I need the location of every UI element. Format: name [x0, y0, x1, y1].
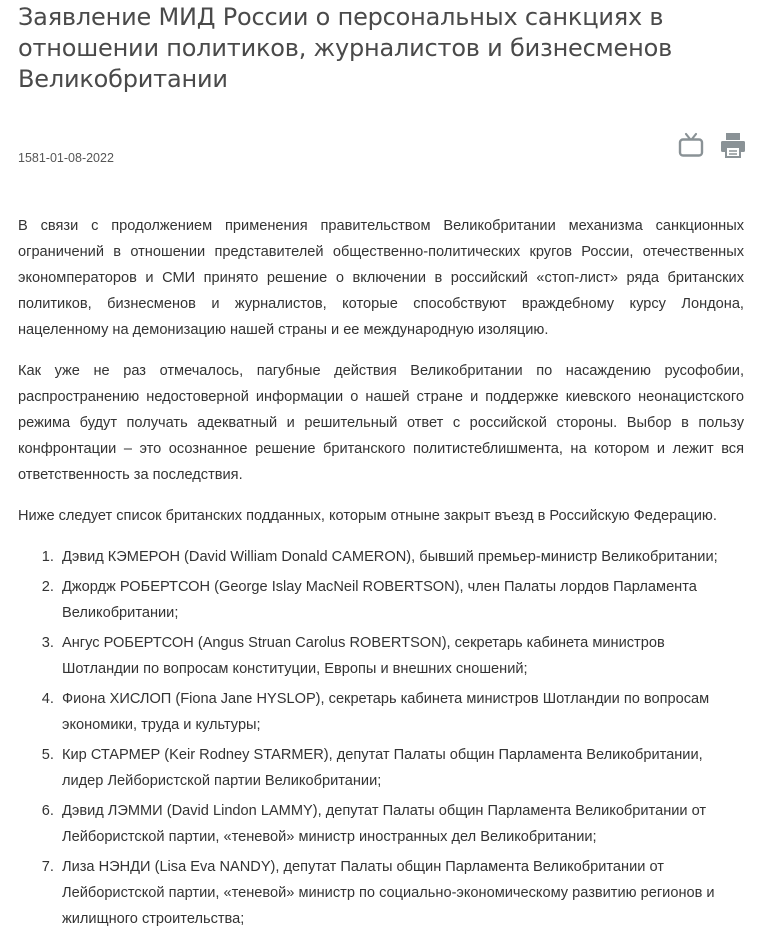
article-body [18, 213, 744, 936]
list-item: 2. Джордж РОБЕРТСОН (George Islay MacNeil ROBERTSON), член Палаты лордов Парламента Великобритании; [58, 574, 744, 626]
list-item: 3. Ангус РОБЕРТСОН (Angus Struan Carolus ROBERTSON), секретарь кабинета министров Шотландии по вопросам конституции, Европы и внешних сношений; [58, 630, 744, 682]
paragraph-list-intro: Ниже следует список британских подданных, которым отныне закрыт въезд в Российскую Федерацию. [18, 508, 717, 524]
list-item: 5. Кир СТАРМЕР (Keir Rodney STARMER), депутат Палаты общин Парламента Великобритании, лидер Лейбористской партии Великобритании; [58, 742, 744, 794]
list-item: 1. Дэвид КЭМЕРОН (David William Donald CAMERON), бывший премьер-министр Великобритании; [58, 544, 744, 570]
paragraph-context: В связи с продолжением применения правительством Великобритании механизма санкционных ограничений в отношении представителей общественно-политических кругов России, отечественных экономператоров и СМИ принято решение о включении в российский «стоп-лист» ряда британских политиков, бизнесменов и журналистов, которые способствуют враждебному курсу Лондона, нацеленному на демонизацию нашей страны и ее международную изоляцию. [18, 218, 744, 338]
list-item: 6. Дэвид ЛЭММИ (David Lindon LAMMY), депутат Палаты общин Парламента Великобритании от Лейбористской партии, «теневой» министр иностранных дел Великобритании; [58, 798, 744, 850]
page-title: Заявление МИД России о персональных санкциях в отношении политиков, журналистов и бизнесменов Великобритании [18, 3, 673, 93]
article-actions [677, 131, 747, 159]
paragraph-statement: Как уже не раз отмечалось, пагубные действия Великобритании по насаждению русофобии, распространению недостоверной информации о нашей стране и поддержке киевского неонацистского режима будут получать адекватный и решительный ответ с российской стороны. Выбор в пользу конфронтации – это осознанное решение британского политистеблишмента, на котором и лежит вся ответственность за последствия. [18, 363, 744, 483]
list-item: 7. Лиза НЭНДИ (Lisa Eva NANDY), депутат Палаты общин Парламента Великобритании от Лейбористской партии, «теневой» министр по социально-экономическому развитию регионов и жилищного строительства; [58, 854, 744, 932]
print-icon[interactable] [719, 131, 747, 159]
publication-date: 1581-01-08-2022 [18, 151, 114, 165]
tv-icon[interactable] [677, 131, 705, 159]
list-item: 4. Фиона ХИСЛОП (Fiona Jane HYSLOP), секретарь кабинета министров Шотландии по вопросам экономики, труда и культуры; [58, 686, 744, 738]
sanctions-list [18, 544, 744, 932]
